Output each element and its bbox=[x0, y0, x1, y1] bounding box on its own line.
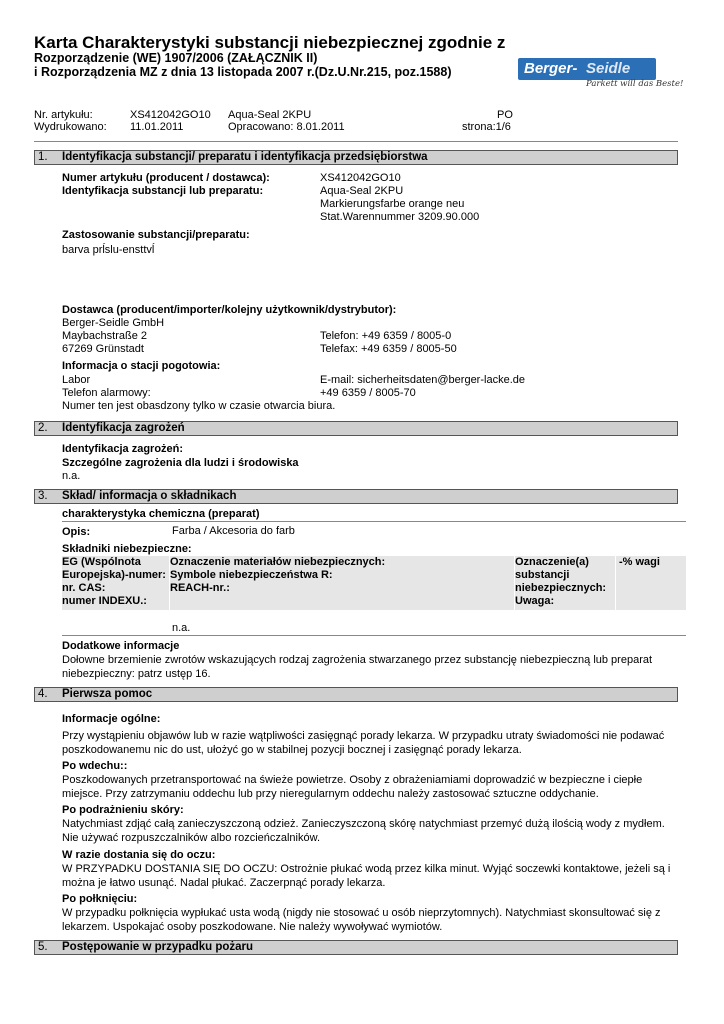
section-1-header bbox=[34, 150, 678, 165]
lab-label: Labor bbox=[62, 374, 91, 386]
section-title: Pierwsza pomoc bbox=[62, 688, 153, 700]
company-street: Maybachstraße 2 bbox=[62, 330, 147, 342]
company-fax: Telefax: +49 6359 / 8005-50 bbox=[320, 343, 457, 355]
company-city: 67269 Grünstadt bbox=[62, 343, 144, 355]
usage-label: Zastosowanie substancji/preparatu: bbox=[62, 229, 250, 241]
alarm-phone-value: +49 6359 / 8005-70 bbox=[320, 387, 416, 399]
section-title: Identyfikacja zagrożeń bbox=[62, 422, 185, 434]
office-hours-note: Numer ten jest obasdzony tylko w czasie otwarcia biura. bbox=[62, 400, 336, 412]
chemical-characterization-label: charakterystyka chemiczna (preparat) bbox=[62, 508, 260, 520]
document-title: Karta Charakterystyki substancji niebezpiecznej zgodnie z bbox=[34, 33, 506, 52]
table-header-line: Symbole niebezpieczeństwa R: bbox=[170, 569, 333, 581]
inhalation-label: Po wdechu:: bbox=[62, 760, 128, 772]
section-number: 5. bbox=[38, 941, 48, 953]
table-header-line: Uwaga: bbox=[515, 595, 555, 607]
section-number: 4. bbox=[38, 688, 48, 700]
section-title: Skład/ informacja o składnikach bbox=[62, 490, 237, 502]
emergency-label: Informacja o stacji pogotowia: bbox=[62, 360, 221, 372]
table-header-line: EG (Wspólnota bbox=[62, 556, 141, 568]
logo-tagline: Parkett will das Beste! bbox=[586, 79, 684, 89]
section-number: 1. bbox=[38, 151, 48, 163]
description-value: Farba / Akcesoria do farb bbox=[172, 525, 295, 537]
hazard-value: n.a. bbox=[62, 470, 81, 482]
section-title: Identyfikacja substancji/ preparatu i identyfikacja przedsiębiorstwa bbox=[62, 151, 428, 163]
article-number-value: XS412042GO10 bbox=[130, 109, 211, 121]
printed-date: 11.01.2011 bbox=[130, 121, 184, 133]
eye-contact-label: W razie dostania się do oczu: bbox=[62, 849, 216, 861]
section-2-header bbox=[34, 421, 678, 436]
table-header-line: -% wagi bbox=[619, 556, 660, 568]
hazard-id-label: Identyfikacja zagrożeń: bbox=[62, 443, 184, 455]
skin-contact-text: Natychmiast zdjąć całą zanieczyszczoną odzież. Zanieczyszczoną skórę natychmiast przemyć dużą ilością wody z mydłem. Nie używać rozpuszczalników albo rozcieńczalników. bbox=[62, 818, 665, 844]
article-number-label: Nr. artykułu: bbox=[34, 109, 93, 121]
section-number: 3. bbox=[38, 490, 48, 502]
company-phone: Telefon: +49 6359 / 8005-0 bbox=[320, 330, 452, 342]
header-divider bbox=[34, 141, 678, 142]
hazardous-ingredients-label: Składniki niebezpieczne: bbox=[62, 543, 192, 555]
article-number-value: XS412042GO10 bbox=[320, 172, 401, 184]
supplier-label: Dostawca (producent/importer/kolejny użytkownik/dystrybutor): bbox=[62, 304, 397, 316]
additional-info-text: Dołowne brzemienie zwrotów wskazujących rodzaj zagrożenia stwarzanego przez substancję niebezpieczną lub preparat niebezpieczny: patrz ustęp 16. bbox=[62, 654, 653, 680]
divider bbox=[62, 635, 686, 636]
table-header-line: niebezpiecznych: bbox=[515, 582, 607, 594]
logo-text-berger: Berger- bbox=[524, 60, 578, 77]
identification-value-3: Stat.Warennummer 3209.90.000 bbox=[320, 211, 480, 223]
page-number: strona:1/6 bbox=[462, 121, 511, 133]
section-title: Postępowanie w przypadku pożaru bbox=[62, 941, 254, 953]
special-hazards-label: Szczególne zagrożenia dla ludzi i środowiska bbox=[62, 457, 299, 469]
section-number: 2. bbox=[38, 422, 48, 434]
table-header-line: nr. CAS: bbox=[62, 582, 106, 594]
ingestion-text: W przypadku połknięcia wypłukać usta wodą (nigdy nie stosować u osób nieprzytomnych). Natychmiast skonsultować się z lekarzem. Uspokajać osoby poszkodowane. Nie należy wywoływać wymiotów. bbox=[62, 907, 661, 933]
general-info-text: Przy wystąpieniu objawów lub w razie wątpliwości zasięgnąć porady lekarza. W przypadku utraty świadomości nie podawać poszkodowanemu nic do ust, ułożyć go w stabilnej pozycji bocznej i zasięgnąć porady lekarza. bbox=[62, 730, 665, 756]
description-label: Opis: bbox=[62, 526, 91, 538]
section-4-header bbox=[34, 687, 678, 702]
identification-value: Aqua-Seal 2KPU bbox=[320, 185, 404, 197]
company-name: Berger-Seidle GmbH bbox=[62, 317, 165, 329]
table-header-line: substancji bbox=[515, 569, 570, 581]
regulation-line-2: i Rozporządzenia MZ z dnia 13 listopada 2007 r.(Dz.U.Nr.215, poz.1588) bbox=[34, 65, 452, 79]
divider bbox=[62, 521, 686, 522]
table-column-designation bbox=[170, 556, 514, 610]
company-logo bbox=[518, 58, 656, 80]
company-email: E-mail: sicherheitsdaten@berger-lacke.de bbox=[320, 374, 525, 386]
section-3-header bbox=[34, 489, 678, 504]
ingredients-value: n.a. bbox=[172, 622, 191, 634]
article-number-label: Numer artykułu (producent / dostawca): bbox=[62, 172, 270, 184]
table-header-line: Europejska)-numer: bbox=[62, 569, 166, 581]
skin-contact-label: Po podrażnieniu skóry: bbox=[62, 804, 184, 816]
section-5-header bbox=[34, 940, 678, 955]
eye-contact-text: W PRZYPADKU DOSTANIA SIĘ DO OCZU: Ostrożnie płukać wodą przez kilka minut. Wyjąć soczewki kontaktowe, jeżeli są i można je łatwo usunąć. Nadal płukać. Zaczerpnąć porady lekarza. bbox=[62, 863, 671, 889]
ingredients-table bbox=[62, 556, 686, 610]
regulation-line: Rozporządzenie (WE) 1907/2006 (ZAŁĄCZNIK II) bbox=[34, 51, 318, 65]
general-info-label: Informacje ogólne: bbox=[62, 713, 161, 725]
logo-text-seidle: Seidle bbox=[586, 60, 631, 77]
table-header-line: numer INDEXU.: bbox=[62, 595, 147, 607]
identification-value-2: Markierungsfarbe orange neu bbox=[320, 198, 465, 210]
table-column-substance bbox=[515, 556, 615, 610]
table-header-line: REACH-nr.: bbox=[170, 582, 230, 594]
product-name: Aqua-Seal 2KPU bbox=[228, 109, 312, 121]
inhalation-text: Poszkodowanych przetransportować na świeże powietrze. Osoby z obrażeniamiami doprowadzić w bezpieczne i ciepłe miejsce. Przy zatrzymaniu oddechu lub przy nieregularnym oddechu należy zastosować sztuczne oddychanie. bbox=[62, 774, 643, 800]
table-header-line: Oznaczenie materiałów niebezpiecznych: bbox=[170, 556, 386, 568]
additional-info-label: Dodatkowe informacje bbox=[62, 640, 180, 652]
table-column-eg bbox=[62, 556, 169, 610]
identification-label: Identyfikacja substancji lub preparatu: bbox=[62, 185, 264, 197]
printed-label: Wydrukowano: bbox=[34, 121, 107, 133]
table-header-line: Oznaczenie(a) bbox=[515, 556, 589, 568]
ingestion-label: Po połknięciu: bbox=[62, 893, 138, 905]
prepared-date: Opracowano: 8.01.2011 bbox=[228, 121, 345, 133]
language-code: PO bbox=[497, 109, 513, 121]
usage-value: barva prĺslu-ensttvĺ bbox=[62, 244, 155, 256]
alarm-phone-label: Telefon alarmowy: bbox=[62, 387, 151, 399]
table-column-weight bbox=[616, 556, 686, 610]
